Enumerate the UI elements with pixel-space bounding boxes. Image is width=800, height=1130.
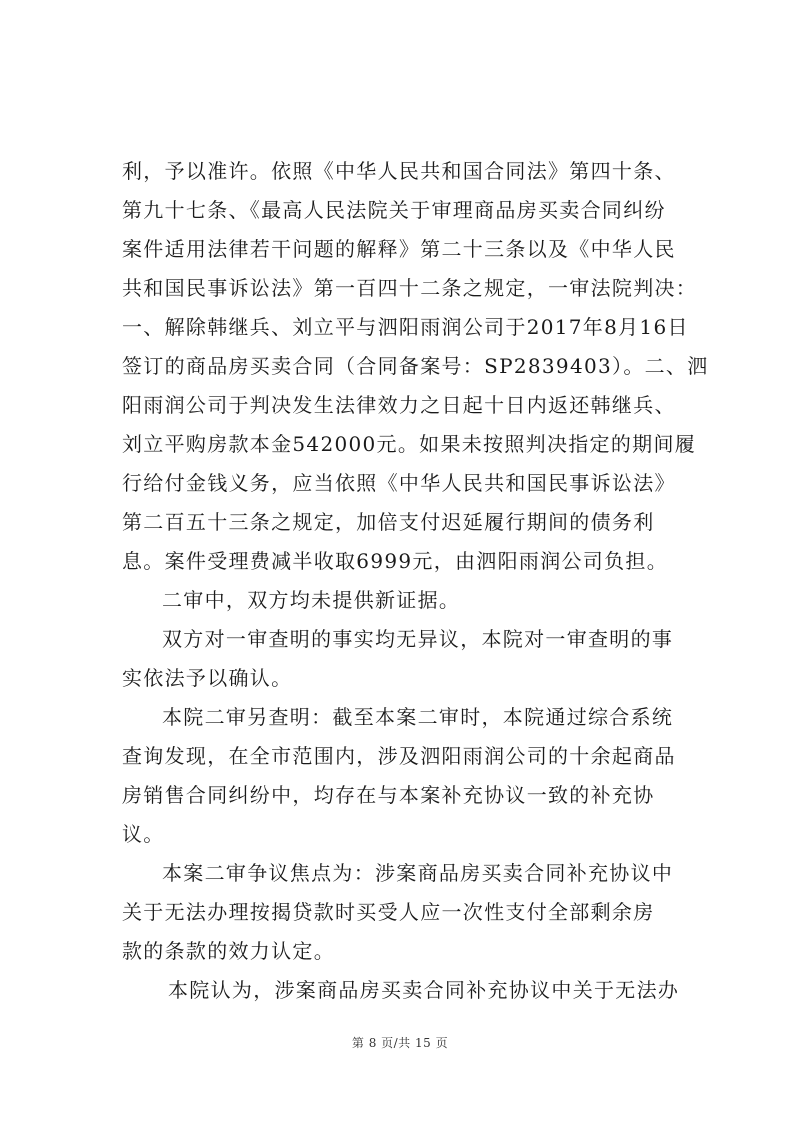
text-line: 阳雨润公司于判决发生法律效力之日起十日内返还韩继兵、 xyxy=(122,393,676,417)
text-line: 房销售合同纠纷中，均存在与本案补充协议一致的补充协 xyxy=(122,783,655,807)
text-line: 息。案件受理费减半收取6999元，由泗阳雨润公司负担。 xyxy=(122,549,668,573)
text-line: 共和国民事诉讼法》第一百四十二条之规定，一审法院判决： xyxy=(122,276,698,300)
paragraph-first-line: 二审中，双方均未提供新证据。 xyxy=(162,588,461,612)
text-line: 查询发现，在全市范围内，涉及泗阳雨润公司的十余起商品 xyxy=(122,744,676,768)
text-line: 第二百五十三条之规定，加倍支付迟延履行期间的债务利 xyxy=(122,510,655,534)
text-line: 第九十七条、《最高人民法院关于审理商品房买卖合同纠纷 xyxy=(122,198,666,222)
paragraph-first-line: 双方对一审查明的事实均无异议，本院对一审查明的事 xyxy=(162,627,674,651)
text-line: 利，予以准许。依照《中华人民共和国合同法》第四十条、 xyxy=(122,159,676,183)
paragraph-first-line: 本院二审另查明：截至本案二审时，本院通过综合系统 xyxy=(162,705,674,729)
text-line: 一、解除韩继兵、刘立平与泗阳雨润公司于2017年8月16日 xyxy=(122,315,689,339)
text-line: 签订的商品房买卖合同（合同备案号：SP2839403）。二、泗 xyxy=(122,354,709,378)
text-line: 刘立平购房款本金542000元。如果未按照判决指定的期间履 xyxy=(122,432,697,456)
text-line: 案件适用法律若干问题的解释》第二十三条以及《中华人民 xyxy=(122,237,676,261)
page-number-footer: 第 8 页/共 15 页 xyxy=(351,1036,449,1050)
text-line: 实依法予以确认。 xyxy=(122,666,293,690)
text-line: 款的条款的效力认定。 xyxy=(122,939,335,963)
text-line: 关于无法办理按揭贷款时买受人应一次性支付全部剩余房 xyxy=(122,900,655,924)
paragraph-first-line: 本案二审争议焦点为：涉案商品房买卖合同补充协议中 xyxy=(162,861,674,885)
text-line: 行给付金钱义务，应当依照《中华人民共和国民事诉讼法》 xyxy=(122,471,676,495)
text-line: 议。 xyxy=(122,822,165,846)
paragraph-first-line: 本院认为，涉案商品房买卖合同补充协议中关于无法办 xyxy=(168,978,680,1002)
